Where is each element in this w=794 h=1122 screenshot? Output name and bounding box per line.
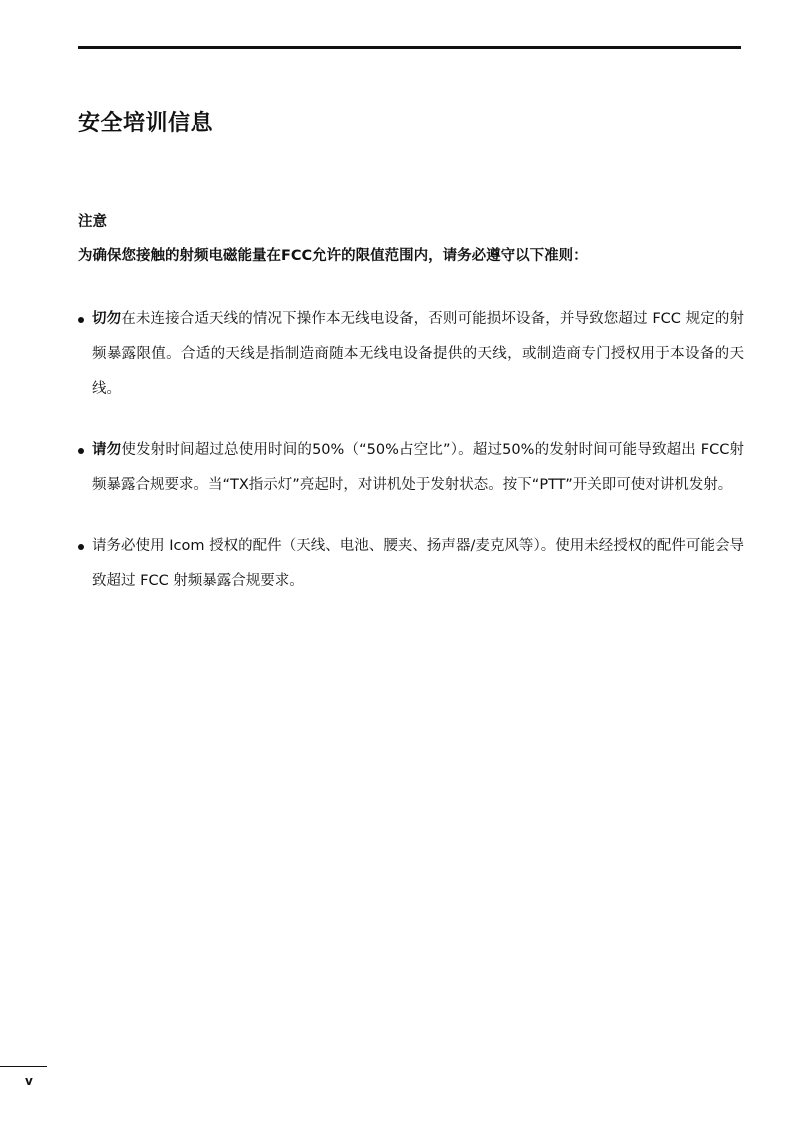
notice-heading: 注意 bbox=[78, 214, 107, 230]
guideline-text: 在未连接合适天线的情况下操作本无线电设备，否则可能损坏设备，并导致您超过 FCC 规定的射频暴露限值。合适的天线是指制造商随本无线电设备提供的天线，或制造商专门授权用于本设备的天线。 bbox=[92, 311, 745, 397]
guideline-text: 请务必使用 Icom 授权的配件（天线、电池、腰夹、扬声器/麦克风等）。使用未经授权的配件可能会导致超过 FCC 射频暴露合规要求。 bbox=[92, 538, 744, 589]
guideline-emphasis: 请勿 bbox=[92, 442, 122, 458]
guideline-item-accessories bbox=[78, 529, 744, 599]
guideline-emphasis: 切勿 bbox=[92, 311, 122, 327]
guideline-text: 使发射时间超过总使用时间的50%（“50%占空比”）。超过50%的发射时间可能导致超出 FCC射频暴露合规要求。当“TX指示灯”亮起时，对讲机处于发射状态。按下“PTT”开关即可使对讲机发射。 bbox=[92, 442, 745, 493]
page-number: v bbox=[25, 1074, 33, 1088]
guideline-item-duty-cycle bbox=[78, 433, 744, 503]
page-title: 安全培训信息 bbox=[78, 111, 214, 136]
top-rule bbox=[78, 46, 741, 49]
guideline-item-antenna bbox=[78, 302, 744, 407]
guideline-list bbox=[78, 302, 744, 625]
footer-rule bbox=[0, 1066, 47, 1067]
notice-intro: 为确保您接触的射频电磁能量在FCC允许的限值范围内，请务必遵守以下准则： bbox=[78, 248, 588, 264]
